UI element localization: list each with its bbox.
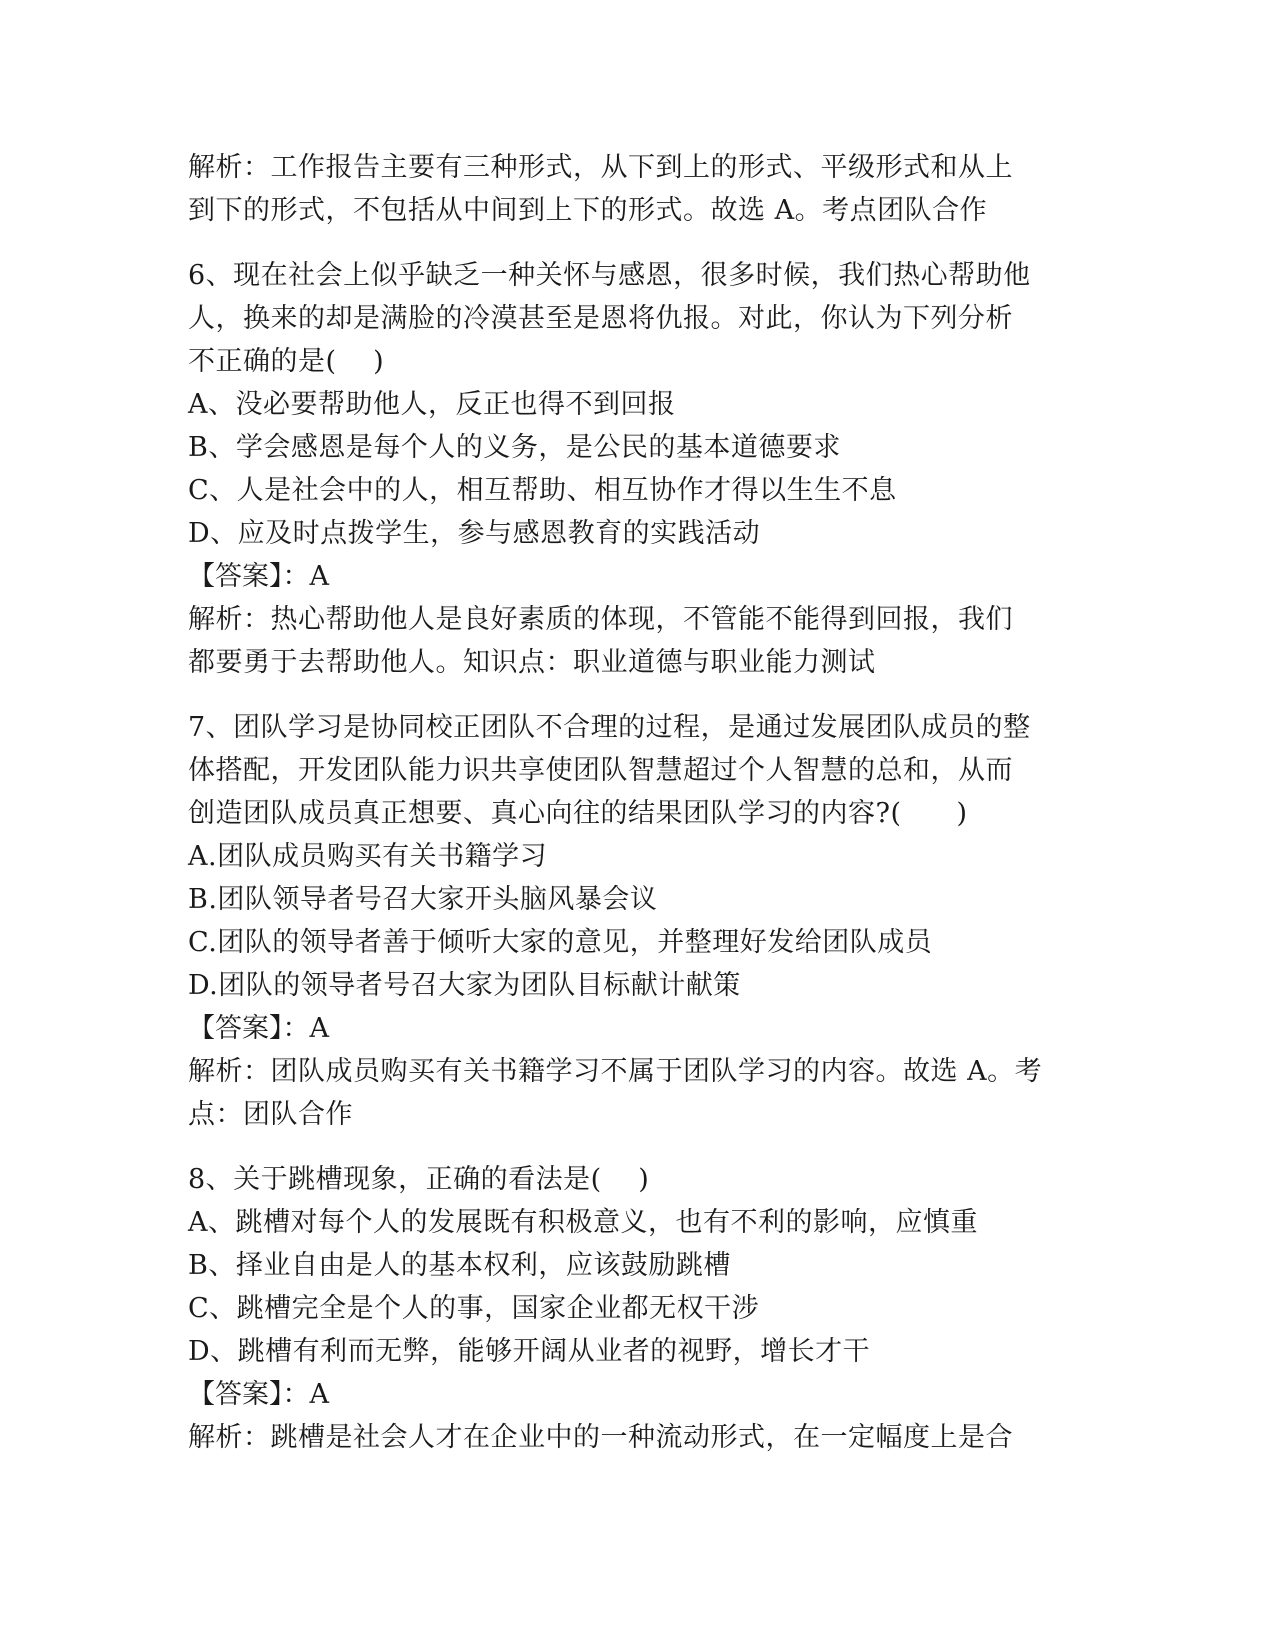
question-7 <box>188 706 1088 1136</box>
question-stem-line: 不正确的是( ) <box>188 346 385 377</box>
q5-analysis <box>188 146 1088 232</box>
analysis-line: 解析：团队成员购买有关书籍学习不属于团队学习的内容。故选 A。考 <box>188 1056 1043 1087</box>
option-c: C.团队的领导者善于倾听大家的意见，并整理好发给团队成员 <box>188 927 933 958</box>
option-a: A、跳槽对每个人的发展既有积极意义，也有不利的影响，应慎重 <box>188 1207 978 1238</box>
option-d: D、应及时点拨学生，参与感恩教育的实践活动 <box>188 518 761 549</box>
option-b: B、择业自由是人的基本权利，应该鼓励跳槽 <box>188 1250 731 1281</box>
question-stem-line: 7、团队学习是协同校正团队不合理的过程，是通过发展团队成员的整 <box>188 712 1031 743</box>
option-a: A、没必要帮助他人，反正也得不到回报 <box>188 389 676 420</box>
question-8 <box>188 1158 1088 1459</box>
analysis-line: 点：团队合作 <box>188 1099 353 1130</box>
analysis-line: 解析：热心帮助他人是良好素质的体现，不管能不能得到回报，我们 <box>188 604 1013 635</box>
answer-label: 【答案】：A <box>188 1379 329 1410</box>
option-a: A.团队成员购买有关书籍学习 <box>188 841 548 872</box>
question-stem-line: 6、现在社会上似乎缺乏一种关怀与感恩，很多时候，我们热心帮助他 <box>188 260 1031 291</box>
analysis-line: 解析：工作报告主要有三种形式，从下到上的形式、平级形式和从上 <box>188 152 1013 183</box>
question-stem-line: 创造团队成员真正想要、真心向往的结果团队学习的内容?( ) <box>188 798 968 829</box>
option-b: B、学会感恩是每个人的义务，是公民的基本道德要求 <box>188 432 841 463</box>
analysis-line: 解析：跳槽是社会人才在企业中的一种流动形式，在一定幅度上是合 <box>188 1422 1013 1453</box>
answer-label: 【答案】：A <box>188 1013 329 1044</box>
option-d: D.团队的领导者号召大家为团队目标献计献策 <box>188 970 741 1001</box>
answer-label: 【答案】：A <box>188 561 329 592</box>
question-stem-line: 体搭配，开发团队能力识共享使团队智慧超过个人智慧的总和，从而 <box>188 755 1013 786</box>
option-c: C、跳槽完全是个人的事，国家企业都无权干涉 <box>188 1293 760 1324</box>
analysis-line: 到下的形式，不包括从中间到上下的形式。故选 A。考点团队合作 <box>188 195 988 226</box>
question-stem-line: 人，换来的却是满脸的冷漠甚至是恩将仇报。对此，你认为下列分析 <box>188 303 1013 334</box>
analysis-line: 都要勇于去帮助他人。知识点：职业道德与职业能力测试 <box>188 647 876 678</box>
question-6 <box>188 254 1088 684</box>
option-d: D、跳槽有利而无弊，能够开阔从业者的视野，增长才干 <box>188 1336 871 1367</box>
page-content <box>188 146 1088 1459</box>
option-c: C、人是社会中的人，相互帮助、相互协作才得以生生不息 <box>188 475 897 506</box>
option-b: B.团队领导者号召大家开头脑风暴会议 <box>188 884 658 915</box>
question-stem-line: 8、关于跳槽现象，正确的看法是( ) <box>188 1164 650 1195</box>
